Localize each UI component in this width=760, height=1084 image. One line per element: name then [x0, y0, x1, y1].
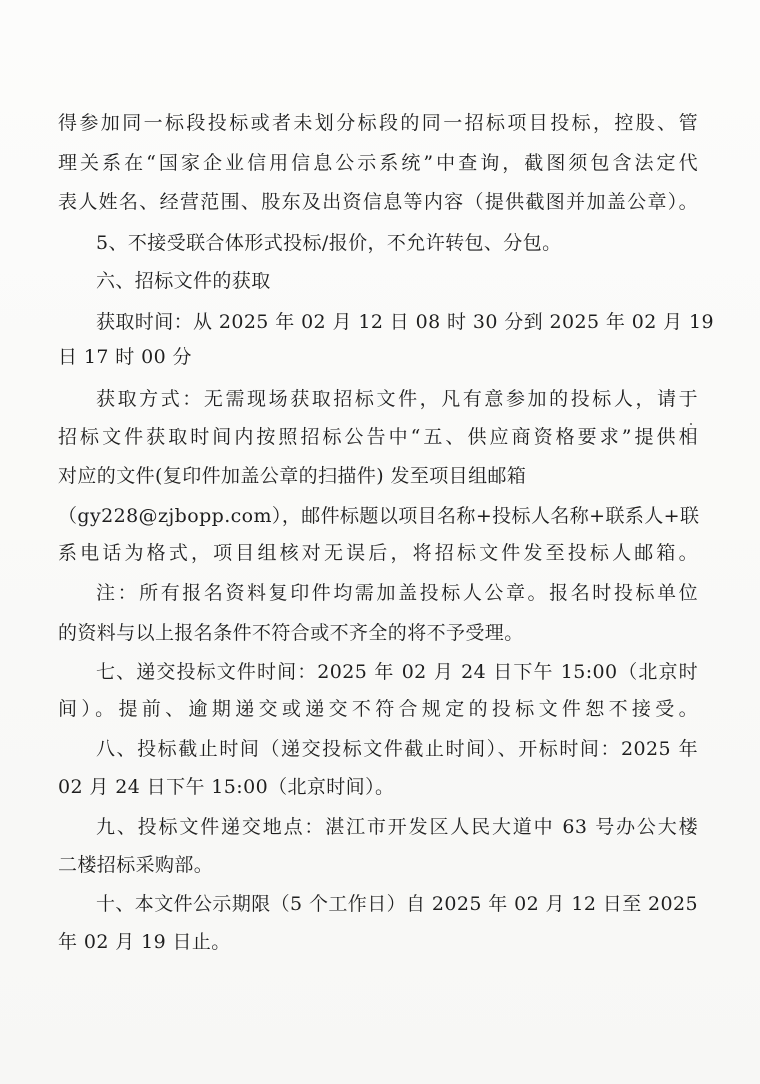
text-line: 获取方式：无需现场获取招标文件，凡有意参加的投标人，请于 — [96, 388, 698, 410]
text-line: 十、本文件公示期限（5 个工作日）自 2025 年 02 月 12 日至 2025 — [96, 893, 698, 915]
text-line: 02 月 24 日下午 15:00（北京时间）。 — [58, 776, 395, 798]
text-line: 获取时间：从 2025 年 02 月 12 日 08 时 30 分到 2025 年 02 月 19 — [96, 311, 714, 333]
text-line: 表人姓名、经营范围、股东及出资信息等内容（提供截图并加盖公章）。 — [58, 191, 698, 213]
text-line: （gy228@zjbopp.com），邮件标题以项目名称+投标人名称+联系人+联 — [58, 505, 700, 527]
text-line: 九、投标文件递交地点：湛江市开发区人民大道中 63 号办公大楼 — [96, 816, 698, 838]
text-line: 得参加同一标段投标或者未划分标段的同一招标项目投标，控股、管 — [58, 112, 698, 134]
text-line: 理关系在“国家企业信用信息公示系统”中查询，截图须包含法定代 — [58, 152, 698, 174]
text-line: 七、递交投标文件时间：2025 年 02 月 24 日下午 15:00（北京时 — [96, 661, 698, 683]
text-line: 年 02 月 19 日止。 — [58, 931, 231, 953]
text-line: 对应的文件(复印件加盖公章的扫描件) 发至项目组邮箱 — [58, 465, 527, 487]
text-line: 间）。提前、逾期递交或递交不符合规定的投标文件恕不接受。 — [58, 698, 698, 720]
text-line: 注：所有报名资料复印件均需加盖投标人公章。报名时投标单位 — [96, 582, 698, 604]
text-line: 二楼招标采购部。 — [58, 854, 214, 876]
text-line: 八、投标截止时间（递交投标文件截止时间）、开标时间：2025 年 — [96, 738, 698, 760]
scan-speck — [690, 423, 692, 425]
text-line: 的资料与以上报名条件不符合或不齐全的将不予受理。 — [58, 622, 524, 644]
text-line: 日 17 时 00 分 — [58, 346, 192, 368]
text-line: 招标文件获取时间内按照招标公告中“五、供应商资格要求”提供相 — [58, 426, 698, 448]
section-heading: 六、招标文件的获取 — [96, 270, 271, 292]
text-line: 5、不接受联合体形式投标/报价，不允许转包、分包。 — [96, 232, 562, 254]
text-line: 系电话为格式，项目组核对无误后，将招标文件发至投标人邮箱。 — [58, 542, 698, 564]
